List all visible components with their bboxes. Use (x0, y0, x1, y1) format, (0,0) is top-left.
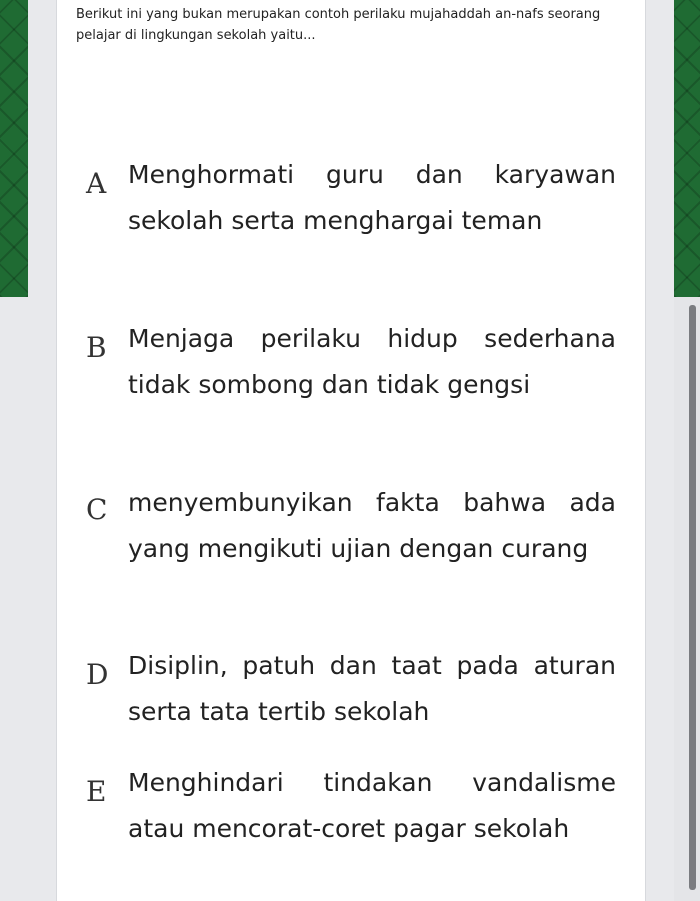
option-letter-d: D (86, 658, 109, 691)
option-letter-a: A (86, 167, 107, 200)
scrollbar-thumb[interactable] (689, 305, 696, 890)
option-letter-c: C (86, 493, 108, 526)
option-text-c: menyembunyikan fakta bahwa ada yang mengikuti ujian dengan curang (128, 488, 616, 563)
option-text-e: Menghindari tindakan vandalisme atau mencorat-coret pagar sekolah (128, 768, 616, 843)
option-text-a: Menghormati guru dan karyawan sekolah serta menghargai teman (128, 160, 616, 235)
question-text: Berikut ini yang bukan merupakan contoh perilaku mujahaddah an-nafs seorang pelajar di lingkungan sekolah yaitu... (76, 7, 601, 43)
option-text-b: Menjaga perilaku hidup sederhana tidak sombong dan tidak gengsi (128, 324, 616, 399)
decorative-pattern-left (0, 0, 28, 297)
scrollbar-track[interactable] (674, 297, 700, 901)
option-letter-e: E (86, 775, 107, 808)
decorative-pattern-right (674, 0, 700, 297)
option-text-d: Disiplin, patuh dan taat pada aturan serta tata tertib sekolah (128, 651, 616, 726)
option-letter-b: B (86, 331, 107, 364)
